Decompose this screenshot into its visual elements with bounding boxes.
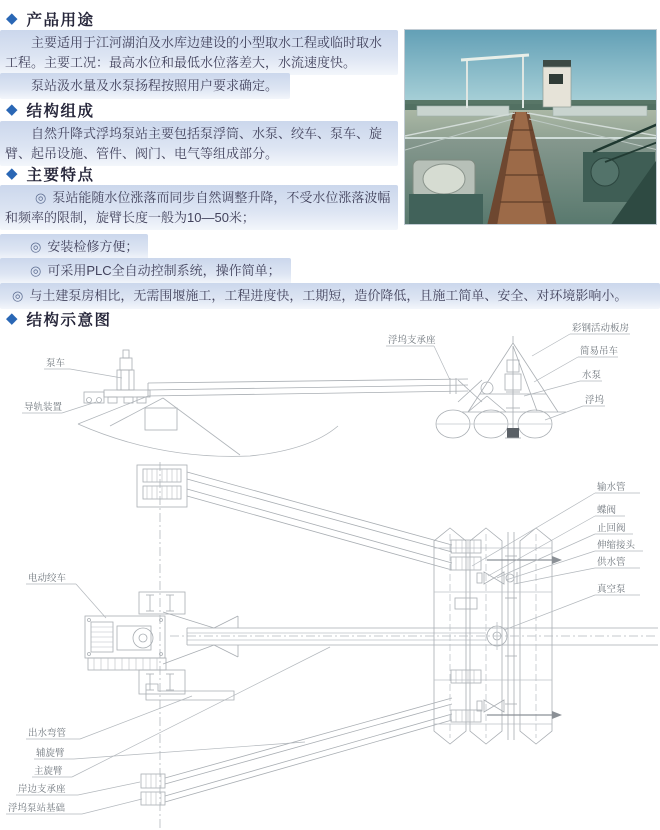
feature-item	[0, 283, 660, 309]
section-title: 主要特点	[26, 167, 95, 184]
diamond-icon: ◆	[6, 100, 18, 118]
pump-station-photo	[404, 29, 657, 225]
label-dock-support: 浮坞支承座	[388, 335, 436, 346]
side-view-labels	[22, 322, 630, 420]
label-simple-crane: 简易吊车	[580, 346, 619, 357]
label-guide-rail: 导轨装置	[24, 402, 63, 413]
label-shore-support: 岸边支承座	[18, 784, 66, 795]
label-floating-dock: 浮坞	[585, 395, 605, 406]
label-outlet-bend: 出水弯管	[28, 728, 67, 739]
diamond-icon: ◆	[6, 9, 18, 27]
circle-bullet-icon: ◎	[30, 239, 42, 254]
feature-item	[0, 185, 398, 230]
label-delivery-pipe: 输水管	[597, 482, 626, 493]
usage-paragraph-1: 主要适用于江河湖泊及水库边建设的小型取水工程或临时取水工程。主要工况：最高水位和最低水位落差大，水流速度快。	[0, 30, 398, 75]
label-check-valve: 止回阀	[597, 523, 626, 534]
section-title: 产品用途	[26, 12, 95, 29]
section-header-composition	[6, 99, 95, 121]
composition-paragraph: 自然升降式浮坞泵站主要包括泵浮筒、水泵、绞车、泵车、旋臂、起吊设施、管件、阀门、电气等组成部分。	[0, 121, 398, 166]
section-title: 结构示意图	[26, 312, 112, 329]
label-aux-arm: 辅旋臂	[36, 748, 65, 759]
label-supply-pipe: 供水管	[597, 557, 626, 568]
label-electric-winch: 电动绞车	[28, 573, 67, 584]
feature-item	[0, 258, 291, 284]
usage-paragraph-2: 泵站汲水量及水泵扬程按照用户要求确定。	[0, 73, 290, 99]
feature-text: 泵站能随水位涨落而同步自然调整升降，不受水位涨落波幅和频率的限制，旋臂长度一般为10—50米；	[5, 190, 391, 225]
feature-item	[0, 234, 148, 260]
photo-detail-overlay	[405, 30, 657, 225]
label-steel-cabin: 彩钢活动板房	[572, 323, 630, 334]
feature-text: 可采用PLC全自动控制系统，操作简单；	[47, 263, 281, 278]
label-pump-truck: 泵车	[46, 358, 66, 369]
label-expansion-joint: 伸缩接头	[597, 540, 636, 551]
plan-view-labels	[6, 481, 643, 814]
circle-bullet-icon: ◎	[12, 288, 24, 303]
circle-bullet-icon: ◎	[30, 263, 42, 278]
section-header-usage	[6, 8, 95, 30]
structure-diagram	[0, 316, 660, 830]
label-dock-foundation: 浮坞泵站基础	[8, 803, 66, 814]
circle-bullet-icon: ◎	[35, 190, 47, 205]
plan-view-drawing	[85, 462, 658, 828]
feature-text: 与土建泵房相比，无需围堰施工，工程进度快，工期短，造价降低，且施工简单、安全、对环境影响小。	[29, 288, 628, 303]
label-vacuum-pump: 真空泵	[597, 584, 626, 595]
diamond-icon: ◆	[6, 309, 18, 327]
label-butterfly-valve: 蝶阀	[597, 505, 617, 516]
diamond-icon: ◆	[6, 164, 18, 182]
section-header-features	[6, 163, 95, 185]
feature-text: 安装检修方便；	[47, 239, 139, 254]
label-main-arm: 主旋臂	[34, 766, 63, 777]
label-water-pump: 水泵	[582, 370, 602, 381]
section-title: 结构组成	[26, 103, 95, 120]
side-view-drawing	[78, 336, 566, 456]
